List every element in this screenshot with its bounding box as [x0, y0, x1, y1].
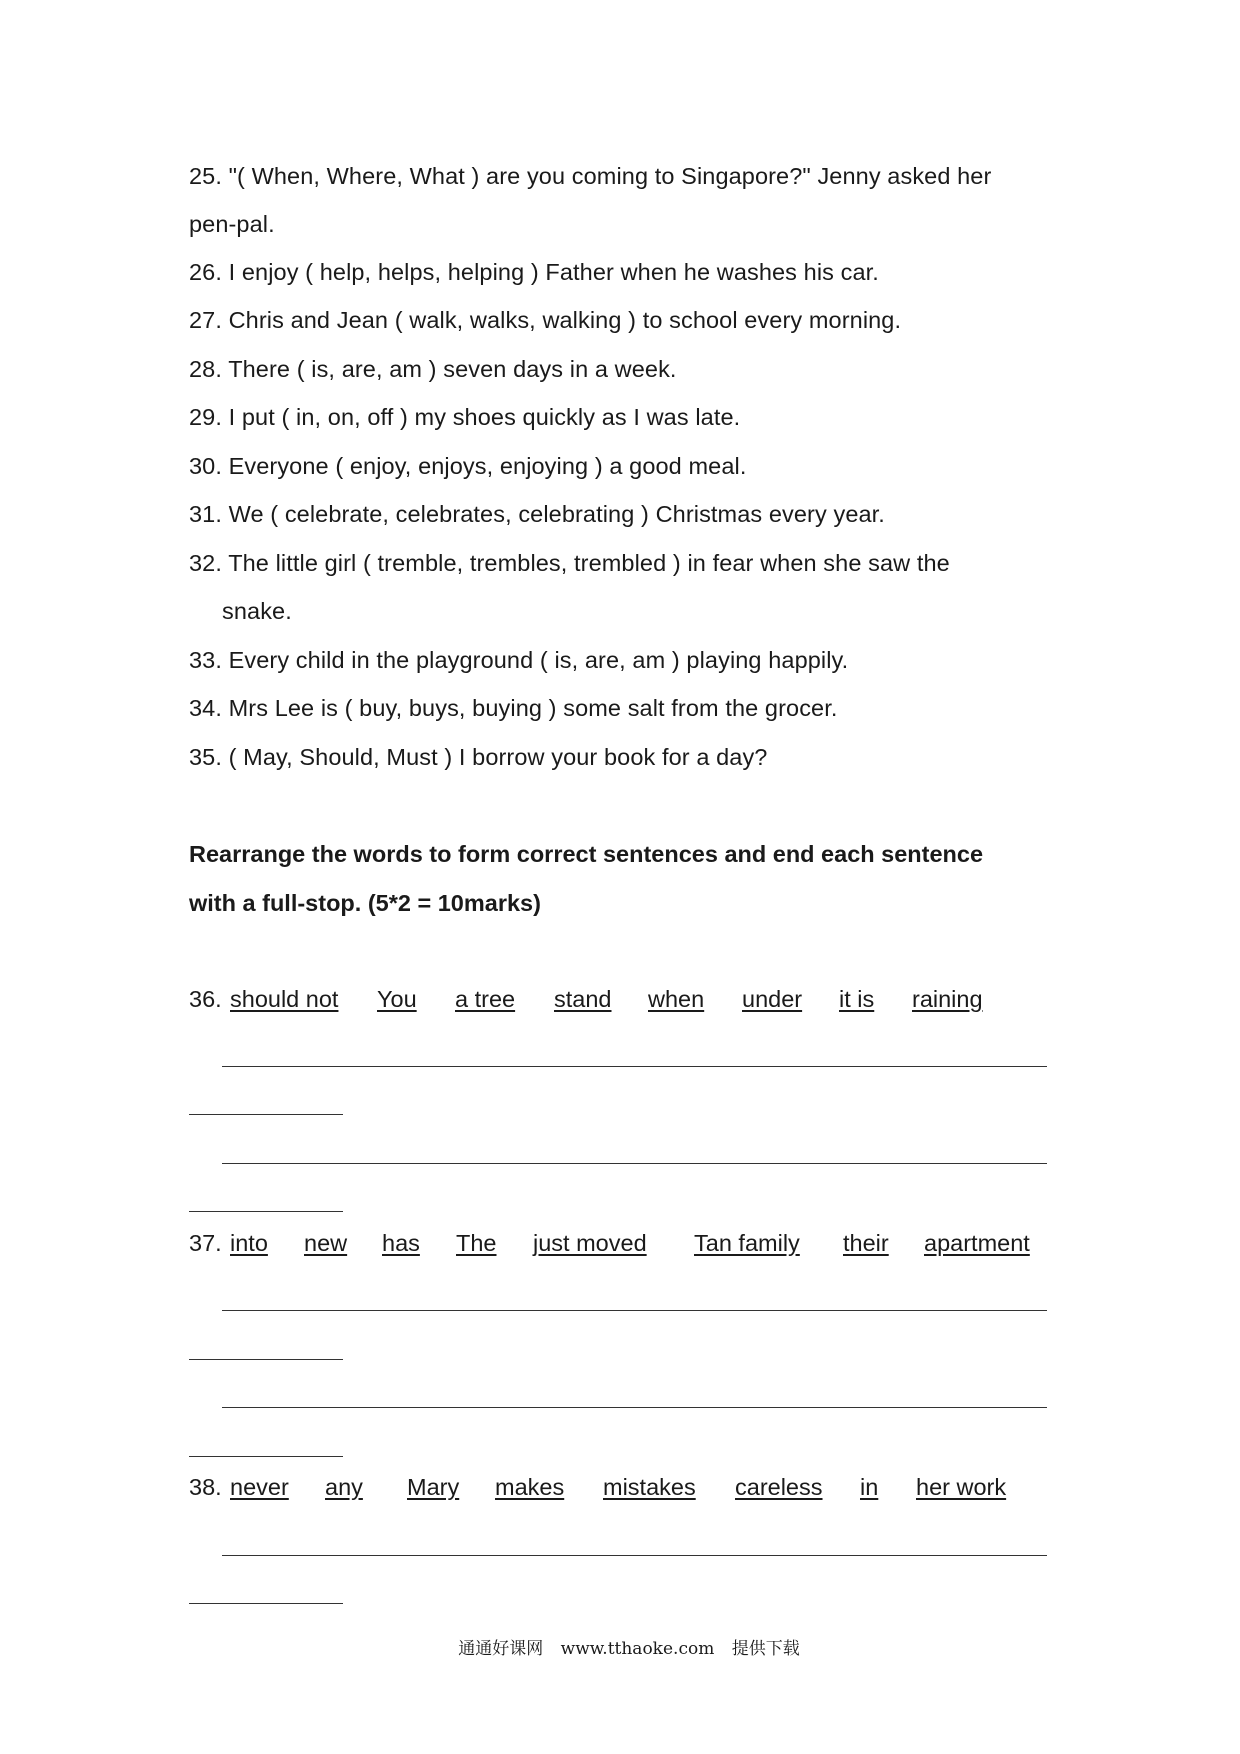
answer-line[interactable] [222, 1555, 1047, 1556]
question-number: 27. [189, 307, 222, 333]
question-number: 38. [189, 1474, 222, 1500]
answer-line[interactable] [189, 1603, 343, 1604]
word-card: into [230, 1230, 268, 1256]
rearrange-question-36 [189, 984, 983, 1014]
word-card: her work [916, 1474, 1007, 1500]
word-card: under [742, 986, 803, 1012]
question-number: 31. [189, 501, 222, 527]
footer-url[interactable]: www.tthaoke.com [560, 1639, 715, 1659]
question-number: 35. [189, 744, 222, 770]
answer-line[interactable] [222, 1407, 1047, 1408]
question-31 [189, 499, 885, 529]
question-text: I put ( in, on, off ) my shoes quickly as I was late. [228, 404, 741, 430]
page-footer [0, 1638, 1240, 1660]
word-card: Mary [407, 1474, 460, 1500]
question-25 [189, 161, 991, 191]
word-card: has [382, 1230, 420, 1256]
word-card: makes [495, 1474, 565, 1500]
word-card: careless [735, 1474, 823, 1500]
question-text: The little girl ( tremble, trembles, trembled ) in fear when she saw the [228, 550, 950, 576]
question-number: 26. [189, 259, 222, 285]
question-text: Mrs Lee is ( buy, buys, buying ) some salt from the grocer. [228, 695, 838, 721]
question-number: 25. [189, 163, 222, 189]
question-28 [189, 354, 677, 384]
question-text: I enjoy ( help, helps, helping ) Father when he washes his car. [228, 259, 879, 285]
question-27 [189, 305, 901, 335]
word-card: Tan family [694, 1230, 800, 1256]
word-card: stand [554, 986, 612, 1012]
question-32-continuation: snake. [222, 598, 292, 624]
section-heading-line-1: Rearrange the words to form correct sentences and end each sentence [189, 841, 984, 867]
answer-line[interactable] [222, 1163, 1047, 1164]
question-text: Everyone ( enjoy, enjoys, enjoying ) a good meal. [228, 453, 747, 479]
answer-line[interactable] [189, 1359, 343, 1360]
word-card: apartment [924, 1230, 1030, 1256]
question-number: 37. [189, 1230, 222, 1256]
question-30 [189, 451, 746, 481]
question-25-continuation: pen-pal. [189, 211, 275, 237]
word-card: any [325, 1474, 363, 1500]
answer-line[interactable] [222, 1310, 1047, 1311]
question-33 [189, 645, 848, 675]
word-card: just moved [533, 1230, 647, 1256]
question-number: 33. [189, 647, 222, 673]
question-35 [189, 742, 767, 772]
question-29 [189, 402, 740, 432]
word-card: never [230, 1474, 289, 1500]
word-card: mistakes [603, 1474, 696, 1500]
question-text: We ( celebrate, celebrates, celebrating ) Christmas every year. [228, 501, 885, 527]
answer-line[interactable] [189, 1114, 343, 1115]
word-card: should not [230, 986, 339, 1012]
question-text: Every child in the playground ( is, are, am ) playing happily. [228, 647, 849, 673]
footer-note: 提供下载 [731, 1639, 800, 1659]
question-number: 36. [189, 986, 222, 1012]
word-card: in [860, 1474, 879, 1500]
question-text: "( When, Where, What ) are you coming to Singapore?" Jenny asked her [228, 163, 992, 189]
question-number: 29. [189, 404, 222, 430]
rearrange-question-38 [189, 1472, 1007, 1502]
word-card: a tree [455, 986, 516, 1012]
question-number: 28. [189, 356, 222, 382]
answer-line[interactable] [222, 1066, 1047, 1067]
rearrange-question-37 [189, 1228, 1030, 1258]
footer-site-name: 通通好课网 [458, 1639, 544, 1659]
question-34 [189, 693, 837, 723]
answer-line[interactable] [189, 1211, 343, 1212]
question-number: 30. [189, 453, 222, 479]
question-32 [189, 548, 950, 578]
word-card: when [648, 986, 705, 1012]
section-heading-line-2: with a full-stop. (5*2 = 10marks) [189, 890, 541, 916]
word-card: it is [839, 986, 875, 1012]
word-card: their [843, 1230, 889, 1256]
question-26 [189, 257, 879, 287]
word-card: raining [912, 986, 983, 1012]
answer-line[interactable] [189, 1456, 343, 1457]
word-card: new [304, 1230, 348, 1256]
question-text: There ( is, are, am ) seven days in a week. [228, 356, 677, 382]
word-card: You [377, 986, 417, 1012]
question-number: 32. [189, 550, 222, 576]
question-text: Chris and Jean ( walk, walks, walking ) to school every morning. [228, 307, 902, 333]
question-number: 34. [189, 695, 222, 721]
question-text: ( May, Should, Must ) I borrow your book for a day? [228, 744, 768, 770]
word-card: The [456, 1230, 497, 1256]
